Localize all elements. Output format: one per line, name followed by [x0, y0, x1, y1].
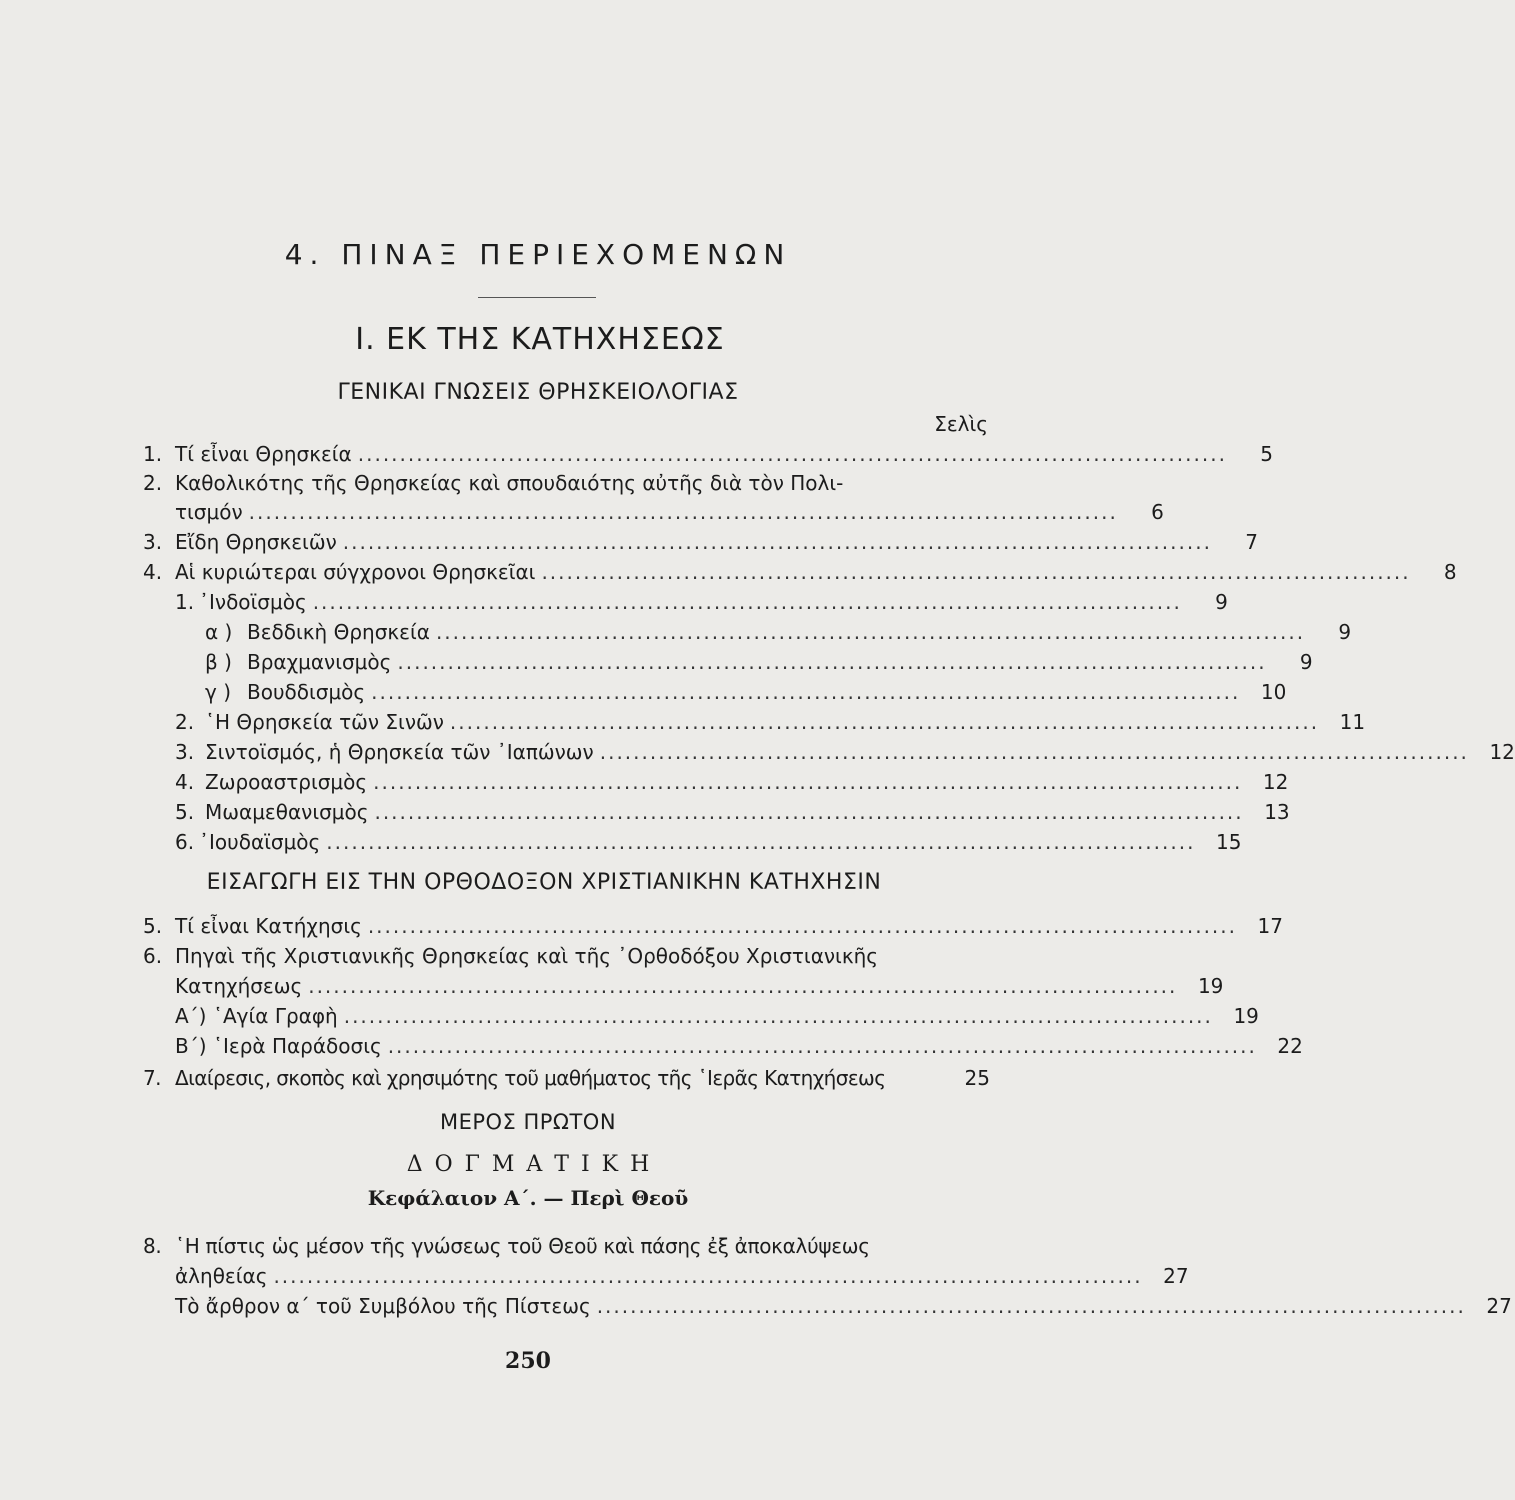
toc-entry	[205, 678, 1287, 706]
toc-entry	[175, 1032, 1303, 1060]
entry-text: Ζωροαστρισμὸς	[205, 770, 368, 794]
entry-page: 19	[1197, 974, 1224, 998]
part-title: Ι. ΕΚ ΤΗΣ ΚΑΤΗΧΗΣΕΩΣ	[355, 322, 725, 357]
toc-entry	[175, 1262, 1189, 1290]
toc-entry	[175, 768, 1289, 796]
leader-dots: ........................................................................................................	[367, 914, 1237, 938]
toc-entry	[205, 618, 1352, 646]
entry-number: 6.	[143, 944, 163, 968]
leader-dots: ........................................................................................................	[541, 560, 1411, 584]
page-column-label: Σελὶς	[934, 412, 988, 436]
entry-number: 4.	[175, 770, 195, 794]
leader-dots: ........................................................................................................	[387, 1034, 1257, 1058]
leader-dots: ........................................................................................................	[373, 770, 1243, 794]
leader-dots: ........................................................................................................	[599, 740, 1469, 764]
entry-number: 2.	[175, 710, 195, 734]
entry-text: Εἴδη Θρησκειῶν	[175, 530, 337, 554]
leader-dots: ........................................................................................................	[596, 1294, 1466, 1318]
entry-number: 3.	[175, 740, 195, 764]
entry-text: ᾿Ιουδαϊσμὸς	[199, 830, 321, 854]
entry-number: 4.	[143, 560, 163, 584]
entry-number: γ )	[205, 680, 231, 704]
entry-number: 6.	[175, 830, 195, 854]
toc-entry	[143, 912, 1283, 940]
entry-text: Αἱ κυριώτεραι σύγχρονοι Θρησκεῖαι	[175, 560, 536, 584]
entry-number: 7.	[143, 1066, 161, 1090]
section-title-introduction: ΕΙΣΑΓΩΓΗ ΕΙΣ ΤΗΝ ΟΡΘΟΔΟΞΟΝ ΧΡΙΣΤΙΑΝΙΚΗΝ ΚΑΤΗΧΗΣΙΝ	[206, 870, 882, 895]
entry-text: ῾Η πίστις ὡς μέσον τῆς γνώσεως τοῦ Θεοῦ καὶ πάσης ἐξ ἀποκαλύψεως	[175, 1234, 870, 1258]
entry-page: 27	[1486, 1294, 1512, 1318]
entry-text-continued: τισμόν	[175, 500, 243, 524]
entry-text-continued: ἀληθείας	[175, 1264, 268, 1288]
toc-entry	[143, 440, 1273, 468]
entry-number: 1.	[143, 442, 163, 466]
toc-entry	[175, 738, 1515, 766]
entry-text: Τί εἶναι Κατήχησις	[175, 914, 362, 938]
entry-page: 7	[1245, 530, 1258, 554]
leader-dots: ........................................................................................................	[343, 1004, 1213, 1028]
entry-number: 5.	[175, 800, 195, 824]
leader-dots: ........................................................................................................	[248, 500, 1118, 524]
toc-entry-line	[143, 942, 878, 970]
toc-entry	[175, 588, 1228, 616]
toc-entry	[205, 648, 1313, 676]
entry-number: 3.	[143, 530, 163, 554]
entry-number: β )	[205, 650, 232, 674]
toc-entry	[175, 828, 1242, 856]
entry-text: ῾Ιερὰ Παράδοσις	[213, 1034, 382, 1058]
entry-page: 15	[1216, 830, 1242, 854]
entry-page: 10	[1260, 680, 1287, 704]
toc-entry	[175, 708, 1366, 736]
entry-page: 25	[964, 1066, 990, 1090]
entry-text-continued: Κατηχήσεως	[175, 974, 303, 998]
leader-dots: ........................................................................................................	[374, 800, 1244, 824]
entry-page: 9	[1215, 590, 1228, 614]
entry-number: 8.	[143, 1234, 162, 1258]
toc-title: 4. ΠΙΝΑΞ ΠΕΡΙΕΧΟΜΕΝΩΝ	[284, 238, 792, 271]
leader-dots: ........................................................................................................	[371, 680, 1241, 704]
entry-text: Καθολικότης τῆς Θρησκείας καὶ σπουδαιότης αὐτῆς διὰ τὸν Πολι-	[175, 471, 844, 495]
title-divider	[478, 297, 596, 298]
leader-dots: ........................................................................................................	[273, 1264, 1143, 1288]
toc-entry	[143, 528, 1258, 556]
entry-page: 12	[1489, 740, 1515, 764]
entry-page: 27	[1163, 1264, 1189, 1288]
part-one-label: ΜΕΡΟΣ ΠΡΩΤΟΝ	[439, 1110, 617, 1134]
entry-text: Μωαμεθανισμὸς	[205, 800, 369, 824]
entry-page: 19	[1233, 1004, 1259, 1028]
toc-entry	[175, 798, 1290, 826]
leader-dots: ........................................................................................................	[449, 710, 1320, 734]
entry-page: 13	[1264, 800, 1290, 824]
entry-text: Βεδδικὴ Θρησκεία	[247, 620, 430, 644]
entry-page: 11	[1339, 710, 1366, 734]
entry-number: Α΄)	[175, 1004, 207, 1028]
toc-entry-line	[143, 1232, 870, 1260]
entry-text: Τί εἶναι Θρησκεία	[175, 442, 352, 466]
toc-entry	[175, 498, 1164, 526]
entry-text: Βουδδισμὸς	[247, 680, 366, 704]
page-number: 250	[505, 1348, 551, 1374]
leader-dots: ........................................................................................................	[326, 830, 1196, 854]
entry-page: 12	[1262, 770, 1289, 794]
entry-page: 5	[1260, 442, 1273, 466]
entry-page: 17	[1257, 914, 1283, 938]
toc-entry-line	[143, 1064, 885, 1092]
toc-entry-line	[143, 469, 843, 497]
entry-page: 9	[1299, 650, 1313, 674]
chapter-title: Κεφάλαιον Α΄. — Περὶ Θεοῦ	[367, 1186, 689, 1210]
entry-page: 9	[1338, 620, 1352, 644]
toc-entry	[143, 558, 1457, 586]
entry-text: Σιντοϊσμός, ἡ Θρησκεία τῶν ᾿Ιαπώνων	[205, 740, 594, 764]
toc-entry	[175, 972, 1224, 1000]
toc-entry	[175, 1292, 1512, 1320]
section-title-general: ΓΕΝΙΚΑΙ ΓΝΩΣΕΙΣ ΘΡΗΣΚΕΙΟΛΟΓΙΑΣ	[337, 380, 739, 405]
entry-page: 8	[1443, 560, 1457, 584]
entry-number: 5.	[143, 914, 163, 938]
part-one-subject: ΔΟΓΜΑΤΙΚΗ	[406, 1152, 662, 1177]
entry-number: Β΄)	[175, 1034, 207, 1058]
entry-number: 2.	[143, 471, 163, 495]
leader-dots: ........................................................................................................	[308, 974, 1178, 998]
leader-dots: ........................................................................................................	[312, 590, 1182, 614]
entry-text: ῾Αγία Γραφὴ	[213, 1004, 338, 1028]
entry-text: Πηγαὶ τῆς Χριστιανικῆς Θρησκείας καὶ τῆς ᾿Ορθοδόξου Χριστιανικῆς	[175, 944, 879, 968]
entry-page: 22	[1277, 1034, 1303, 1058]
entry-number: 1.	[175, 590, 195, 614]
leader-dots: ........................................................................................................	[357, 442, 1227, 466]
entry-number: α )	[205, 620, 233, 644]
entry-text: ᾿Ινδοϊσμὸς	[199, 590, 307, 614]
entry-page: 6	[1151, 500, 1164, 524]
entry-text: Τὸ ἄρθρον α΄ τοῦ Συμβόλου τῆς Πίστεως	[175, 1294, 591, 1318]
entry-text: Διαίρεσις, σκοπὸς καὶ χρησιμότης τοῦ μαθήματος τῆς ῾Ιερᾶς Κατηχήσεως	[175, 1066, 886, 1090]
entry-text: ῾Η Θρησκεία τῶν Σινῶν	[205, 710, 444, 734]
entry-text: Βραχμανισμὸς	[247, 650, 392, 674]
leader-dots: ........................................................................................................	[342, 530, 1212, 554]
leader-dots: ........................................................................................................	[435, 620, 1306, 644]
leader-dots: ........................................................................................................	[397, 650, 1267, 674]
toc-entry	[175, 1002, 1259, 1030]
